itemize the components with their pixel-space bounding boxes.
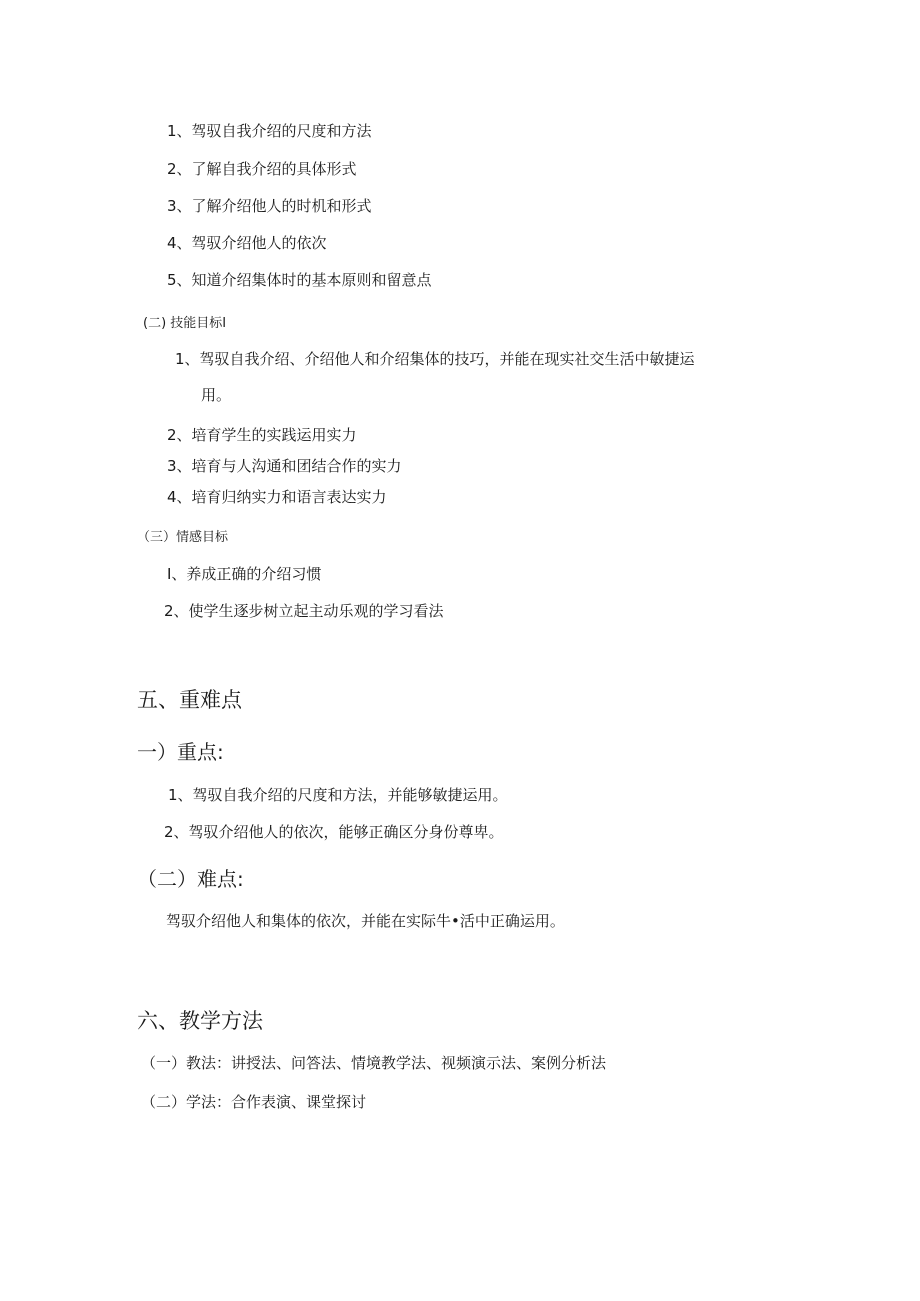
difficulty-text: 驾驭介绍他人和集体的依次，并能在实际牛•活中正确运用。 [166, 912, 565, 930]
skill-goal-item: 3、培育与人沟通和团结合作的实力 [167, 457, 402, 475]
key-point-item: 1、驾驭自我介绍的尺度和方法，并能够敏捷运用。 [168, 786, 508, 804]
knowledge-goal-item: 4、驾驭介绍他人的依次 [167, 234, 327, 252]
skill-goal-item: 4、培育归纳实力和语言表达实力 [167, 488, 387, 506]
skill-goals-heading: (二) 技能目标I [143, 316, 227, 331]
key-point-item: 2、驾驭介绍他人的依次，能够正确区分身份尊卑。 [164, 823, 504, 841]
knowledge-goal-item: 5、知道介绍集体时的基本原则和留意点 [167, 271, 432, 289]
knowledge-goal-item: 3、了解介绍他人的时机和形式 [167, 197, 372, 215]
knowledge-goal-item: 1、驾驭自我介绍的尺度和方法 [167, 122, 372, 140]
emotion-goals-heading: （三）情感目标 [137, 530, 229, 545]
emotion-goal-item: 2、使学生逐步树立起主动乐观的学习看法 [164, 602, 444, 620]
section-title: 五、重难点 [137, 688, 242, 712]
knowledge-goal-item: 2、了解自我介绍的具体形式 [167, 160, 357, 178]
difficulty-heading: （二）难点: [137, 867, 244, 891]
skill-goal-item: 1、驾驭自我介绍、介绍他人和介绍集体的技巧，并能在现实社交生活中敏捷运 [175, 350, 695, 368]
emotion-goal-item: I、养成正确的介绍习惯 [167, 565, 322, 583]
skill-goal-item: 2、培育学生的实践运用实力 [167, 426, 357, 444]
section-title: 六、教学方法 [137, 1009, 263, 1033]
skill-goal-item-continuation: 用。 [201, 386, 232, 404]
teaching-method-item: （一）教法：讲授法、问答法、情境教学法、视频演示法、案例分析法 [141, 1054, 607, 1072]
teaching-method-item: （二）学法：合作表演、课堂探讨 [141, 1093, 367, 1111]
key-points-heading: 一）重点: [137, 740, 224, 764]
